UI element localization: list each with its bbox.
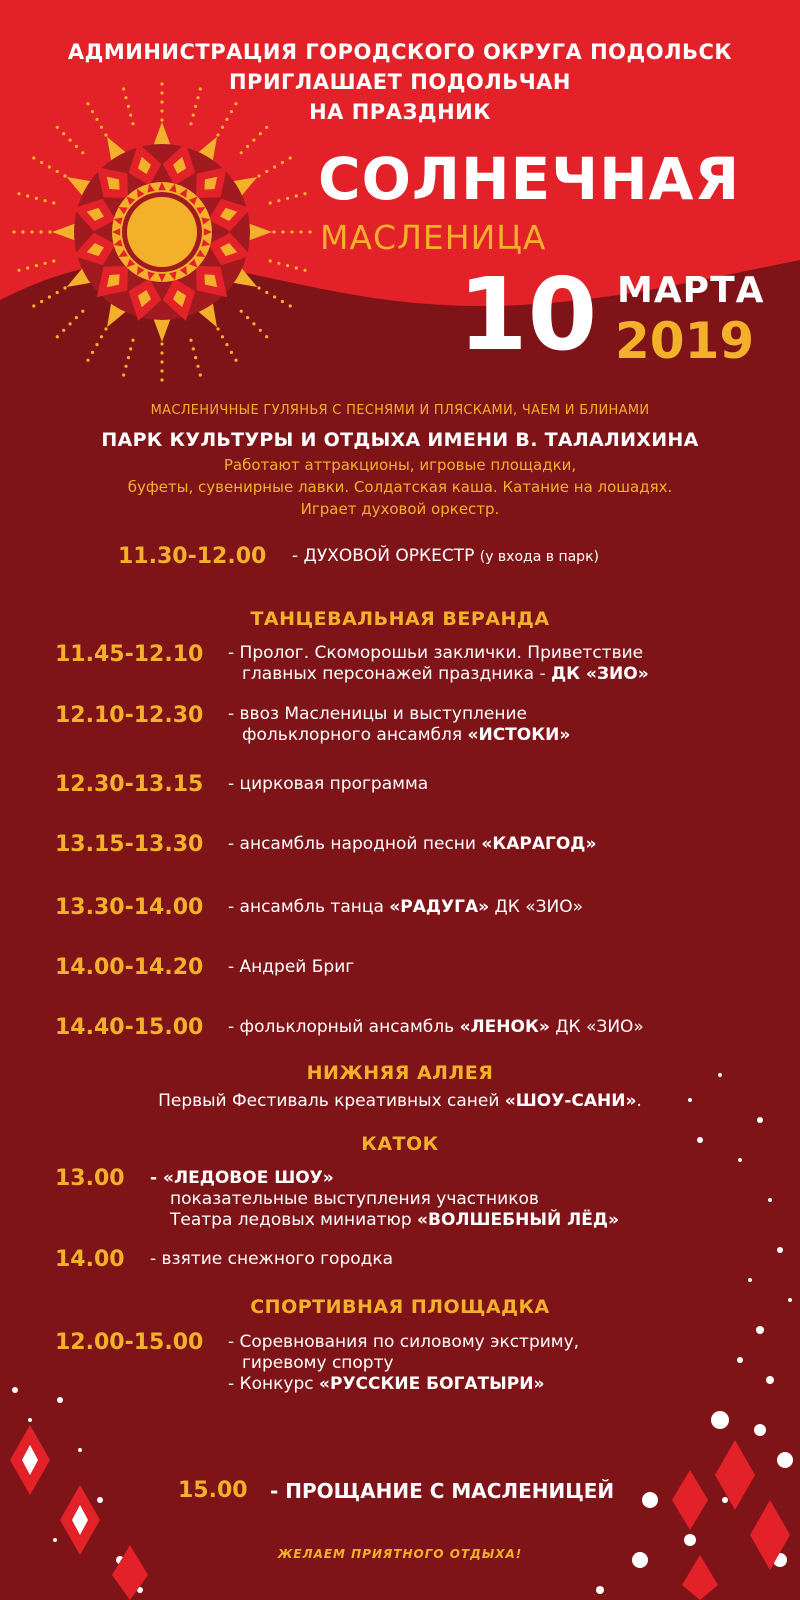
schedule-desc: - «ЛЕДОВОЕ ШОУ» показательные выступления участников Театра ледовых миниатюр «ВОЛШЕБНЫЙ ЛЁД» — [150, 1168, 619, 1230]
opening-time: 11.30-12.00 — [118, 544, 267, 569]
alley-desc: Первый Фестиваль креативных саней «ШОУ-САНИ». — [158, 1091, 642, 1111]
schedule-time: 13.15-13.30 — [55, 832, 204, 857]
sun-ornament-icon — [12, 82, 311, 381]
event-subtitle: МАСЛЕНИЦА — [320, 218, 547, 257]
schedule-time: 12.00-15.00 — [55, 1330, 204, 1355]
schedule-desc: - взятие снежного городка — [150, 1249, 394, 1269]
schedule-time: 14.00 — [55, 1247, 125, 1272]
schedule-desc: - ансамбль народной песни «КАРАГОД» — [228, 834, 597, 854]
opening-desc: - ДУХОВОЙ ОРКЕСТР (у входа в парк) — [292, 546, 599, 566]
header-line-2: ПРИГЛАШАЕТ ПОДОЛЬЧАН — [228, 70, 572, 94]
date-month: МАРТА — [617, 270, 765, 311]
schedule-desc: - цирковая программа — [228, 774, 429, 794]
header-line-3: НА ПРАЗДНИК — [309, 100, 491, 124]
schedule-time: 14.40-15.00 — [55, 1015, 204, 1040]
farewell-time: 15.00 — [178, 1478, 248, 1503]
date-day: 10 — [458, 256, 598, 373]
schedule-desc: - ансамбль танца «РАДУГА» ДК «ЗИО» — [228, 897, 584, 917]
note-line-1: Работают аттракционы, игровые площадки, — [223, 456, 577, 474]
schedule-time: 13.30-14.00 — [55, 895, 204, 920]
schedule-desc: - фольклорный ансамбль «ЛЕНОК» ДК «ЗИО» — [228, 1017, 644, 1037]
schedule-time: 13.00 — [55, 1166, 125, 1191]
schedule-time: 11.45-12.10 — [55, 642, 204, 667]
schedule-desc: - Пролог. Скоморошьи заклички. Приветствие главных персонажей праздника - ДК «ЗИО» — [228, 643, 649, 684]
section-rink-title: КАТОК — [361, 1133, 439, 1155]
schedule-time: 12.30-13.15 — [55, 772, 204, 797]
section-alley-title: НИЖНЯЯ АЛЛЕЯ — [306, 1062, 494, 1084]
diamond-decoration-icon — [10, 1425, 790, 1600]
note-line-2: буфеты, сувенирные лавки. Солдатская каша. Катание на лошадях. — [127, 478, 673, 496]
date-year: 2019 — [615, 312, 755, 370]
note-line-3: Играет духовой оркестр. — [300, 500, 500, 518]
park-name: ПАРК КУЛЬТУРЫ И ОТДЫХА ИМЕНИ В. ТАЛАЛИХИНА — [101, 429, 699, 451]
schedule-time: 14.00-14.20 — [55, 955, 204, 980]
closing-wish: ЖЕЛАЕМ ПРИЯТНОГО ОТДЫХА! — [277, 1547, 523, 1561]
section-veranda-title: ТАНЦЕВАЛЬНАЯ ВЕРАНДА — [250, 608, 550, 630]
section-sport-title: СПОРТИВНАЯ ПЛОЩАДКА — [250, 1296, 550, 1318]
event-title: СОЛНЕЧНАЯ — [318, 145, 741, 213]
farewell-text: - ПРОЩАНИЕ С МАСЛЕНИЦЕЙ — [270, 1479, 615, 1503]
header-line-1: АДМИНИСТРАЦИЯ ГОРОДСКОГО ОКРУГА ПОДОЛЬСК — [67, 40, 733, 64]
schedule-desc: - Андрей Бриг — [228, 957, 355, 977]
schedule-desc: - Соревнования по силовому экстриму, гиревому спорту - Конкурс «РУССКИЕ БОГАТЫРИ» — [228, 1332, 580, 1394]
tagline: МАСЛЕНИЧНЫЕ ГУЛЯНЬЯ С ПЕСНЯМИ И ПЛЯСКАМИ, ЧАЕМ И БЛИНАМИ — [150, 403, 650, 418]
schedule-desc: - ввоз Масленицы и выступление фольклорного ансамбля «ИСТОКИ» — [228, 704, 571, 745]
schedule-time: 12.10-12.30 — [55, 703, 204, 728]
